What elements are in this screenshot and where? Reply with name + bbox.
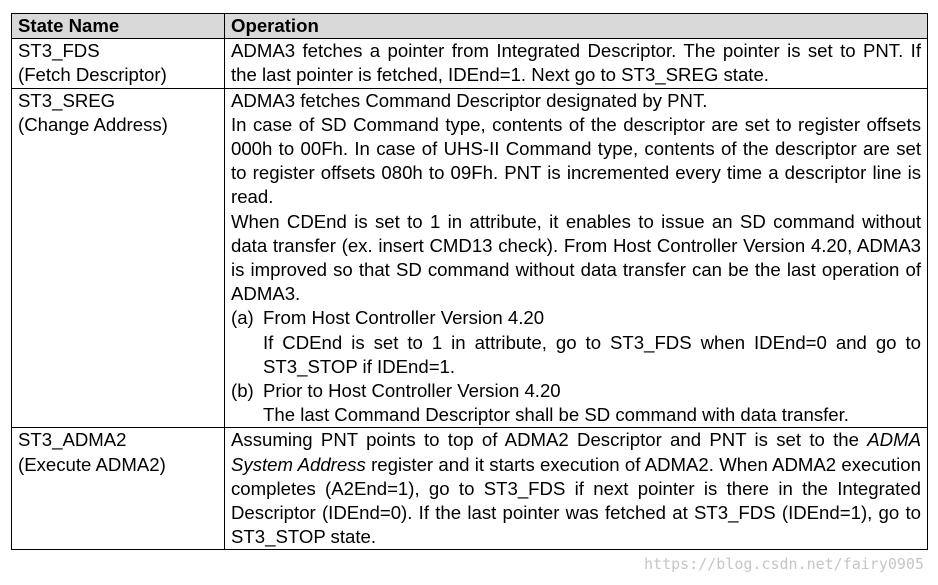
note-a-title: From Host Controller Version 4.20 (263, 307, 545, 329)
state-name: ST3_ADMA2 (18, 429, 127, 451)
watermark: https://blog.csdn.net/fairy0905 (644, 555, 924, 573)
operation-paragraph: When CDEnd is set to 1 in attribute, it enables to issue an SD command without data transfer (ex. insert CMD13 check). From Host Controller Version 4.20, ADMA3 is improved so that SD command without data transfer can be the last operation of ADMA3. (231, 210, 921, 305)
header-state-name: State Name (12, 14, 225, 39)
operation-text: ADMA3 fetches a pointer from Integrated Descriptor. The pointer is set to PNT. If the last pointer is fetched, IDEnd=1. Next go to ST3_SREG state. (231, 40, 921, 86)
operation-cell (225, 428, 928, 550)
state-name: ST3_FDS (18, 40, 100, 62)
note-a-label: (a) (231, 307, 254, 329)
operation-cell (225, 39, 928, 88)
state-name-cell (12, 88, 225, 428)
note-a-body (263, 306, 921, 379)
state-name-cell (12, 428, 225, 550)
note-b-text: The last Command Descriptor shall be SD command with data transfer. (263, 404, 849, 426)
operation-paragraph: ADMA3 fetches Command Descriptor designated by PNT. (231, 89, 708, 111)
table-row (12, 39, 928, 88)
operation-paragraph: In case of SD Command type, contents of the descriptor are set to register offsets 000h to 00Fh. In case of UHS-II Command type, contents of the descriptor are set to register offsets 080h to 09Fh. PNT is incremented every time a descriptor line is read. (231, 113, 921, 208)
state-description: (Execute ADMA2) (18, 453, 166, 475)
state-name: ST3_SREG (18, 89, 116, 111)
note-b (231, 379, 921, 427)
table-row (12, 88, 928, 428)
note-b-title: Prior to Host Controller Version 4.20 (263, 380, 561, 402)
state-name-cell (12, 39, 225, 88)
operation-cell (225, 88, 928, 428)
table-header-row (12, 14, 928, 39)
note-b-label: (b) (231, 380, 254, 402)
state-description: (Fetch Descriptor) (18, 64, 167, 86)
note-a-text: If CDEnd is set to 1 in attribute, go to ST3_FDS when IDEnd=0 and go to ST3_STOP if IDEnd=1. (263, 331, 921, 377)
operation-text-start: Assuming PNT points to top of ADMA2 Descriptor and PNT is set to the (231, 429, 868, 451)
note-a (231, 306, 921, 379)
state-operation-table (11, 13, 928, 550)
table-row (12, 428, 928, 550)
header-operation: Operation (225, 14, 928, 39)
register-name: ADMA System Address (231, 429, 921, 475)
operation-text-end: register and it starts execution of ADMA2. When ADMA2 execution completes (A2End=1), go to ST3_FDS if next pointer is there in the Integrated Descriptor (IDEnd=0). If the last pointer was fetched at ST3_FDS (IDEnd=1), go to ST3_STOP state. (231, 453, 921, 548)
note-b-body (263, 379, 921, 427)
state-description: (Change Address) (18, 113, 168, 135)
